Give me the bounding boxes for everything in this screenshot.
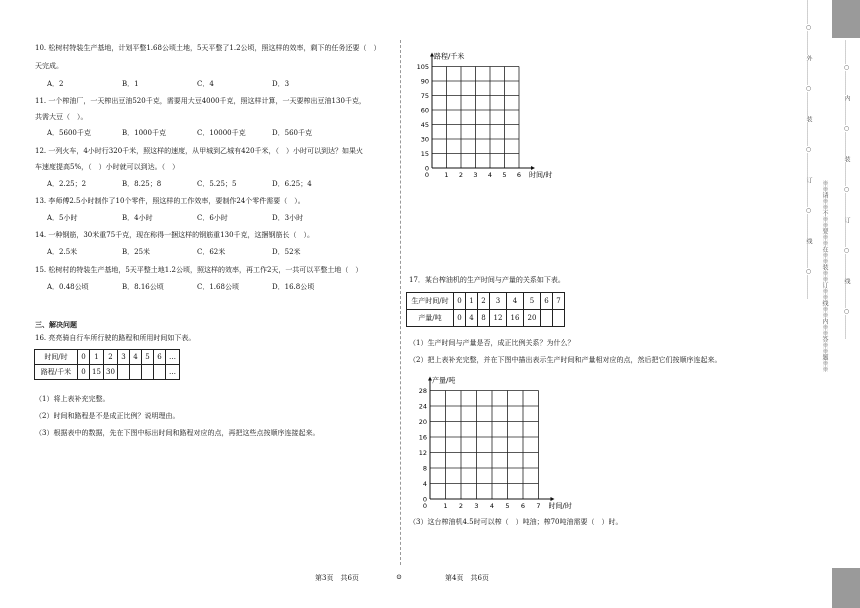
binding-line-outer: …………○…………外…………○…………装…………○…………订…………○…………线…………○………… [805, 0, 812, 299]
q16-table [34, 349, 180, 380]
table-cell-blank[interactable] [142, 365, 154, 380]
q10-option-c[interactable]: C．4 [197, 80, 214, 88]
chart2-y-tick-label: 12 [418, 449, 427, 457]
q15-text: 15. 松树村的特装生产基地，5天平整土地1.2公顷，照这样的效率，再工作2天，一共可以平整土地（ ） [35, 266, 363, 274]
chart-distance-time[interactable] [400, 48, 580, 183]
table-cell-blank[interactable] [118, 365, 130, 380]
q17-sub2: （2）把上表补充完整，并在下图中描出表示生产时间和产量相对应的点，然后把它们按顺序连起来。 [409, 356, 722, 364]
chart1-x-axis-label: 时间/时 [529, 171, 553, 179]
table-cell: 20 [524, 310, 541, 327]
chart2-y-tick-label: 4 [422, 480, 427, 488]
table-cell: 3 [118, 350, 130, 365]
chart2-y-tick-label: 16 [418, 433, 427, 442]
table-row [407, 310, 565, 327]
chart2-y-tick-label: 24 [418, 402, 427, 411]
table-cell: 12 [490, 310, 507, 327]
q11-option-d[interactable]: D．560千克 [272, 129, 312, 137]
chart1-y-tick-label: 60 [420, 106, 429, 115]
q11-option-a[interactable]: A．5600千克 [47, 129, 91, 137]
chart2-x-tick-label: 1 [443, 502, 448, 510]
q15-option-c[interactable]: C．1.68公顷 [197, 283, 239, 291]
table-cell: 6 [541, 293, 553, 310]
table-cell: 7 [553, 293, 565, 310]
chart2-x-arrow [551, 497, 555, 501]
q10-option-d[interactable]: D．3 [272, 80, 290, 88]
chart1-x-tick-label: 2 [458, 171, 464, 179]
q17-sub1: （1）生产时间与产量是否，成正比例关系？为什么？ [409, 339, 575, 347]
q13-option-c[interactable]: C．6小时 [197, 214, 228, 222]
q16-sub3: （3）根据表中的数据，先在下图中标出时间和路程对应的点，再把这些点按顺序连接起来。 [35, 429, 320, 437]
q13-options [47, 214, 347, 223]
table-cell-blank[interactable] [541, 310, 553, 327]
q14-option-a[interactable]: A．2.5米 [47, 248, 78, 256]
chart2-y-tick-label: 8 [422, 464, 427, 473]
table-cell: 30 [104, 365, 118, 380]
q12-option-c[interactable]: C．5.25；5 [197, 180, 237, 188]
table-cell-blank[interactable] [154, 365, 166, 380]
chart2-y-tick-label: 0 [422, 495, 427, 504]
chart2-x-tick-label: 7 [536, 502, 541, 510]
q15-option-d[interactable]: D．16.8公顷 [272, 283, 315, 291]
table-cell: 3 [490, 293, 507, 310]
q12-option-a[interactable]: A．2.25；2 [47, 180, 87, 188]
q14-options [47, 248, 347, 257]
table-cell: 4 [466, 310, 478, 327]
q17-text: 17．某台榨油机的生产时间与产量的关系如下表。 [409, 276, 565, 284]
q12-option-d[interactable]: D．6.25；4 [272, 180, 312, 188]
table-cell: 5 [524, 293, 541, 310]
table-cell: 0 [78, 350, 90, 365]
chart2-x-axis-label: 时间/时 [548, 502, 572, 510]
q12-option-b[interactable]: B．8.25；8 [122, 180, 162, 188]
chart1-x-arrow [531, 166, 535, 170]
table-cell: 0 [78, 365, 90, 380]
table-cell: 0 [454, 310, 466, 327]
chart1-y-tick-label: 90 [420, 77, 429, 86]
chart2-origin-label: 0 [422, 502, 427, 510]
q11-text-cont: 共需大豆（ ）。 [35, 113, 88, 121]
q16-sub1: （1）将上表补充完整。 [35, 395, 110, 403]
chart1-y-tick-label: 45 [420, 121, 429, 129]
binding-gray-top [832, 0, 860, 38]
page-number-left: 第3页 共6页 [315, 574, 359, 582]
q11-option-b[interactable]: B．1000千克 [122, 129, 166, 137]
q10-option-b[interactable]: B．1 [122, 80, 139, 88]
q17-header-time: 生产时间/时 [407, 293, 454, 310]
table-cell: 16 [507, 310, 524, 327]
table-cell: … [166, 350, 180, 365]
table-cell: 2 [104, 350, 118, 365]
binding-line-inner: …………○…………内…………○…………装…………○…………订…………○…………线…………○………… [843, 40, 850, 339]
chart2-y-tick-label: 20 [418, 418, 427, 426]
q14-option-c[interactable]: C．62米 [197, 248, 226, 256]
chart1-origin-label: 0 [424, 171, 429, 179]
q16-text: 16. 亮亮骑自行车所行驶的路程和所用时间如下表。 [35, 334, 196, 342]
q12-text-cont: 车速度提高5%，（ ）小时就可以到达。（ ） [35, 163, 180, 171]
chart-output-time[interactable] [400, 370, 590, 512]
q10-options [47, 80, 347, 89]
q15-option-a[interactable]: A．0.48公顷 [47, 283, 89, 291]
q15-option-b[interactable]: B．8.16公顷 [122, 283, 164, 291]
q14-option-b[interactable]: B．25米 [122, 248, 151, 256]
table-cell: 15 [90, 365, 104, 380]
q13-option-b[interactable]: B．4小时 [122, 214, 153, 222]
chart2-x-tick-label: 5 [505, 502, 510, 510]
binding-warning: ※※请※※不※※要※※在※※装※※订※※线※※内※※答※※题※※ [821, 180, 828, 372]
table-cell: 4 [130, 350, 142, 365]
chart1-y-axis-label: 路程/千米 [434, 52, 465, 61]
table-cell: 5 [142, 350, 154, 365]
table-cell: 0 [454, 293, 466, 310]
center-circle-icon: ⊙ [396, 573, 402, 581]
section-title: 三、解决问题 [35, 320, 77, 329]
chart1-x-tick-label: 1 [444, 171, 449, 179]
chart2-x-tick-label: 3 [474, 502, 479, 510]
table-cell: 4 [507, 293, 524, 310]
table-cell: 6 [154, 350, 166, 365]
q13-text: 13. 李师傅2.5小时制作了10个零件，照这样的工作效率，要制作24个零件需要（ ）。 [35, 197, 305, 205]
chart2-x-tick-label: 6 [520, 502, 526, 510]
chart2-x-tick-label: 2 [458, 502, 464, 510]
q10-text-cont: 天完成。 [35, 62, 63, 70]
q13-option-d[interactable]: D．3小时 [272, 214, 304, 222]
q13-option-a[interactable]: A．5小时 [47, 214, 78, 222]
q17-sub3: （3）这台榨油机4.5时可以榨（ ）吨油；榨70吨油需要（ ）时。 [409, 518, 623, 526]
q11-text: 11. 一个榨油厂，一天榨出豆油520千克，需要用大豆4000千克，照这样计算，一天要榨出豆油130千克， [35, 97, 366, 105]
chart1-x-tick-label: 4 [487, 171, 493, 179]
q10-text: 10. 松树村特装生产基地，计划平整1.68公顷土地，5天平整了1.2公顷，照这样的效率，剩下的任务还要（ ） [35, 44, 381, 52]
table-row [35, 350, 180, 365]
q11-option-c[interactable]: C．10000千克 [197, 129, 246, 137]
q17-header-output: 产量/吨 [407, 310, 454, 327]
table-cell-blank[interactable] [553, 310, 565, 327]
binding-gray-bottom [832, 568, 860, 608]
table-cell-blank[interactable] [130, 365, 142, 380]
q12-text: 12. 一列火车，4小时行320千米，照这样的速度，从甲城到乙城有420千米，（ ）小时可以到达？如果火 [35, 147, 364, 155]
chart2-y-axis-label: 产量/吨 [432, 376, 456, 385]
chart1-y-tick-label: 105 [416, 63, 429, 71]
q15-options [47, 283, 347, 292]
table-row [407, 293, 565, 310]
chart1-y-tick-label: 30 [420, 135, 429, 144]
chart1-y-tick-label: 75 [420, 92, 429, 100]
page-number-right: 第4页 共6页 [445, 574, 489, 582]
q10-option-a[interactable]: A．2 [47, 80, 64, 88]
table-row [35, 365, 180, 380]
chart2-x-tick-label: 4 [489, 502, 495, 510]
table-cell: … [166, 365, 180, 380]
q14-text: 14. 一种钢筋，30米重75千克，现在称得一捆这样的钢筋重130千克，这捆钢筋长（ ）。 [35, 231, 315, 239]
q12-options [47, 180, 347, 189]
chart1-x-tick-label: 5 [502, 171, 507, 179]
table-cell: 1 [90, 350, 104, 365]
chart1-x-tick-label: 3 [473, 171, 478, 179]
table-cell: 2 [478, 293, 490, 310]
q16-header-distance: 路程/千米 [35, 365, 78, 380]
q11-options [47, 129, 347, 138]
table-cell: 8 [478, 310, 490, 327]
chart1-y-tick-label: 0 [424, 164, 429, 173]
q16-sub2: （2）时间和路程是不是成正比例？说明理由。 [35, 412, 180, 420]
q14-option-d[interactable]: D．52米 [272, 248, 301, 256]
table-cell: 1 [466, 293, 478, 310]
chart1-y-tick-label: 15 [420, 150, 429, 158]
q17-table [406, 292, 565, 327]
chart2-y-tick-label: 28 [418, 387, 427, 395]
chart1-x-tick-label: 6 [516, 171, 522, 179]
q16-header-time: 时间/时 [35, 350, 78, 365]
